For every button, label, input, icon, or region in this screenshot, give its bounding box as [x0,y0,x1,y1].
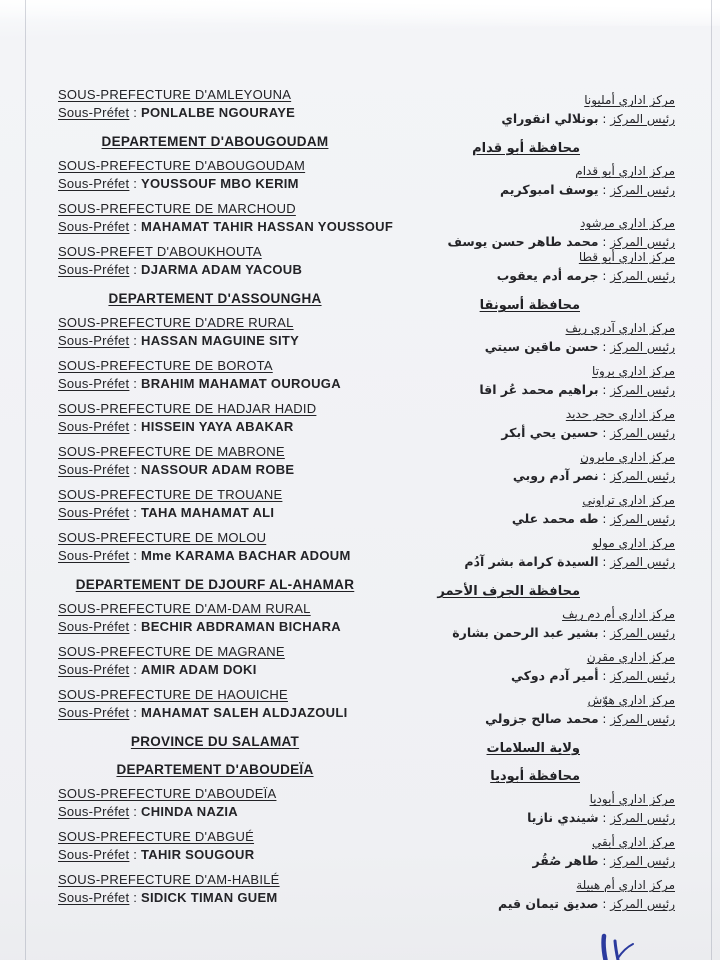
arabic-chief-label: رئيس المركز [610,182,675,197]
subprefecture-entry-row [0,400,720,440]
subprefect-line [58,661,400,679]
subprefecture-title: SOUS-PREFECTURE DE HAOUICHE [58,687,288,702]
colon-separator: : [598,182,611,197]
subprefect-line [58,418,400,436]
subprefect-label: Sous-Préfet [58,375,130,391]
arabic-center-title: مركز اداري أبقي [592,835,675,849]
arabic-center-title: مركز اداري تراوني [582,493,675,507]
subprefect-name: PONLALBE NGOURAYE [141,104,296,120]
subprefect-name: TAHA MAHAMAT ALI [141,504,275,520]
colon-separator: : [598,268,611,283]
arabic-chief-line [400,181,675,200]
arabic-chief-line [400,267,675,286]
arabic-center-title: مركز اداري مولو [592,536,675,550]
arabic-chief-name: صديق تيمان قيم [497,895,599,911]
subprefecture-title: SOUS-PREFECTURE D'AMLEYOUNA [58,87,292,102]
colon-separator: : [129,375,141,391]
subprefect-line [58,461,400,479]
subprefect-name: SIDICK TIMAN GUEM [141,889,278,905]
subprefecture-entry-row [0,686,720,726]
arabic-chief-line [400,424,675,443]
subprefect-name: BECHIR ABDRAMAN BICHARA [141,618,341,634]
arabic-chief-label: رئيس المركز [610,339,675,354]
colon-separator: : [598,511,611,526]
arabic-chief-label: رئيس المركز [610,425,675,440]
subprefect-label: Sous-Préfet [58,418,130,434]
arabic-chief-line [400,553,675,572]
arabic-chief-line [400,809,675,828]
arabic-center-title: مركز اداري مابرون [580,450,675,464]
subprefecture-title: SOUS-PREFECTURE DE MABRONE [58,444,285,459]
colon-separator: : [129,547,141,563]
colon-separator: : [598,896,611,911]
arabic-chief-name: حسن ماقين سيتي [484,338,599,354]
arabic-center-title: مركز اداري بروتا [592,364,675,378]
arabic-chief-line [400,624,675,643]
arabic-chief-label: رئيس المركز [610,711,675,726]
colon-separator: : [598,810,611,825]
subprefecture-entry-row [0,828,720,868]
subprefect-label: Sous-Préfet [58,618,130,634]
subprefect-name: AMIR ADAM DOKI [141,661,257,677]
arabic-center-title: مركز اداري آدري ريف [565,321,675,335]
subprefecture-title: SOUS-PREFECTURE DE MARCHOUD [58,201,296,216]
subprefect-line [58,375,400,393]
arabic-chief-line [400,110,675,129]
province-title-ar: ولاية السلامات [486,741,580,756]
subprefecture-entry-row [0,600,720,640]
subprefect-line [58,889,400,907]
colon-separator: : [129,803,141,819]
arabic-chief-label: رئيس المركز [610,234,675,249]
department-header-row [0,134,720,156]
subprefect-name: TAHIR SOUGOUR [141,846,255,862]
arabic-chief-name: يوسف امبوكريم [499,181,599,197]
colon-separator: : [129,889,141,905]
subprefect-label: Sous-Préfet [58,661,130,677]
subprefect-line [58,704,400,722]
subprefect-name: CHINDA NAZIA [141,803,238,819]
arabic-chief-name: جرمه أدم يعقوب [496,267,599,283]
subprefect-line [58,261,400,279]
arabic-chief-label: رئيس المركز [610,896,675,911]
subprefecture-entry-row [0,314,720,354]
subprefecture-entry-row [0,871,720,911]
pen-mark [590,933,650,960]
arabic-chief-label: رئيس المركز [610,554,675,569]
subprefect-label: Sous-Préfet [58,704,130,720]
department-title-ar: محافظة الجرف الأحمر [437,584,580,599]
subprefect-line [58,175,400,193]
colon-separator: : [129,704,141,720]
colon-separator: : [129,661,141,677]
colon-separator: : [598,111,611,126]
province-header-row [0,734,720,756]
subprefecture-title: SOUS-PREFECTURE D'AM-HABILÉ [58,872,280,887]
subprefect-line [58,846,400,864]
subprefecture-entry-row [0,643,720,683]
arabic-chief-line [400,510,675,529]
subprefect-line [58,218,400,236]
arabic-chief-label: رئيس المركز [610,468,675,483]
subprefecture-entry-row [0,443,720,483]
arabic-center-title: مركز اداري مقرن [586,650,675,664]
arabic-chief-name: شيندي نازيا [527,809,599,825]
subprefecture-title: SOUS-PREFECTURE D'ABOUGOUDAM [58,158,306,173]
colon-separator: : [129,504,141,520]
subprefect-label: Sous-Préfet [58,261,130,277]
subprefecture-title: SOUS-PREFECTURE DE MAGRANE [58,644,285,659]
subprefecture-title: SOUS-PREFECTURE DE TROUANE [58,487,283,502]
subprefect-label: Sous-Préfet [58,547,130,563]
colon-separator: : [598,625,611,640]
subprefecture-entry-row [0,200,720,249]
arabic-chief-name: طه محمد علي [511,510,599,526]
arabic-center-title: مركز اداري مرشود [580,216,675,230]
subprefect-label: Sous-Préfet [58,218,130,234]
subprefecture-title: SOUS-PREFECTURE DE MOLOU [58,530,267,545]
subprefecture-entry-row [0,157,720,197]
department-header-row [0,577,720,599]
subprefect-label: Sous-Préfet [58,889,130,905]
colon-separator: : [598,382,611,397]
department-header-row [0,291,720,313]
subprefect-label: Sous-Préfet [58,175,130,191]
subprefecture-title: SOUS-PREFET D'ABOUKHOUTA [58,244,262,259]
subprefecture-entry-row [0,243,720,283]
arabic-chief-line [400,381,675,400]
arabic-chief-name: محمد صالح جزولي [485,710,599,726]
subprefect-line [58,618,400,636]
subprefecture-title: SOUS-PREFECTURE D'ADRE RURAL [58,315,294,330]
arabic-chief-name: محمد طاهر حسن يوسف [447,233,599,249]
subprefect-name: Mme KARAMA BACHAR ADOUM [141,547,351,563]
arabic-chief-name: طاهر صُقُر [532,852,599,868]
arabic-chief-name: نصر آدم روبي [512,467,599,483]
arabic-center-title: مركز اداري حجر حديد [565,407,675,421]
colon-separator: : [129,104,141,120]
subprefecture-entry-row [0,357,720,397]
arabic-chief-name: أمير آدم دوكي [510,667,599,683]
colon-separator: : [598,234,611,249]
arabic-chief-line [400,667,675,686]
colon-separator: : [129,175,141,191]
department-title-ar: محافظة أبو قدام [472,141,580,156]
subprefect-name: MAHAMAT TAHIR HASSAN YOUSSOUF [141,218,394,234]
arabic-chief-label: رئيس المركز [610,382,675,397]
arabic-chief-line [400,467,675,486]
colon-separator: : [598,468,611,483]
arabic-chief-name: بونلالي انقوراي [501,110,599,126]
department-header-row [0,762,720,784]
arabic-chief-name: بشير عبد الرحمن بشارة [452,624,599,640]
arabic-chief-label: رئيس المركز [610,511,675,526]
subprefect-label: Sous-Préfet [58,461,130,477]
department-title-ar: محافظة أسونقا [479,298,580,313]
arabic-chief-label: رئيس المركز [610,625,675,640]
colon-separator: : [598,668,611,683]
arabic-center-title: مركز اداري أبوديا [589,792,675,806]
subprefecture-title: SOUS-PREFECTURE DE HADJAR HADID [58,401,317,416]
arabic-chief-label: رئيس المركز [610,668,675,683]
colon-separator: : [598,339,611,354]
subprefect-line [58,332,400,350]
colon-separator: : [598,853,611,868]
department-title-ar: محافظة أبوديا [490,769,580,784]
subprefect-name: YOUSSOUF MBO KERIM [141,175,299,191]
colon-separator: : [129,418,141,434]
colon-separator: : [129,846,141,862]
subprefecture-title: SOUS-PREFECTURE D'AM-DAM RURAL [58,601,311,616]
arabic-chief-line [400,710,675,729]
arabic-center-title: مركز اداري أم دم ريف [562,607,675,621]
arabic-chief-line [400,895,675,914]
arabic-chief-name: حسين يحي أبكر [501,424,599,440]
arabic-chief-label: رئيس المركز [610,810,675,825]
subprefect-name: HISSEIN YAYA ABAKAR [141,418,294,434]
arabic-chief-label: رئيس المركز [610,111,675,126]
subprefect-line [58,547,400,565]
subprefect-line [58,803,400,821]
subprefect-name: BRAHIM MAHAMAT OUROUGA [141,375,341,391]
arabic-center-title: مركز اداري أمليونا [584,93,675,107]
colon-separator: : [598,711,611,726]
province-title-fr: PROVINCE DU SALAMAT [130,734,300,749]
subprefect-label: Sous-Préfet [58,332,130,348]
subprefect-label: Sous-Préfet [58,846,130,862]
subprefect-line [58,504,400,522]
department-title-fr: DEPARTEMENT D'ABOUDEÏA [116,762,314,777]
arabic-center-title: مركز اداري أبو قدام [575,164,675,178]
subprefect-label: Sous-Préfet [58,504,130,520]
department-title-fr: DEPARTEMENT D'ABOUGOUDAM [101,134,329,149]
colon-separator: : [598,425,611,440]
department-title-fr: DEPARTEMENT D'ASSOUNGHA [108,291,322,306]
department-title-fr: DEPARTEMENT DE DJOURF AL-AHAMAR [75,577,355,592]
colon-separator: : [129,332,141,348]
subprefect-name: NASSOUR ADAM ROBE [141,461,295,477]
arabic-center-title: مركز اداري أبو قطا [578,250,675,264]
arabic-chief-line [400,852,675,871]
subprefect-label: Sous-Préfet [58,104,130,120]
arabic-chief-label: رئيس المركز [610,853,675,868]
arabic-chief-name: السيدة كرامة بشر آدُم [464,553,599,569]
arabic-chief-line [400,338,675,357]
subprefect-line [58,104,400,122]
subprefect-name: MAHAMAT SALEH ALDJAZOULI [141,704,348,720]
subprefecture-entry-row [0,86,720,126]
colon-separator: : [129,218,141,234]
subprefecture-entry-row [0,486,720,526]
colon-separator: : [129,461,141,477]
subprefecture-title: SOUS-PREFECTURE D'ABGUÉ [58,829,255,844]
colon-separator: : [129,618,141,634]
subprefect-name: DJARMA ADAM YACOUB [141,261,303,277]
colon-separator: : [598,554,611,569]
arabic-chief-name: براهيم محمد عُر اقا [479,381,599,397]
arabic-chief-label: رئيس المركز [610,268,675,283]
subprefecture-entry-row [0,529,720,569]
colon-separator: : [129,261,141,277]
subprefect-label: Sous-Préfet [58,803,130,819]
arabic-center-title: مركز اداري أم هبيلة [576,878,675,892]
subprefect-name: HASSAN MAGUINE SITY [141,332,300,348]
subprefecture-entry-row [0,785,720,825]
arabic-center-title: مركز اداري هوّش [587,693,675,707]
subprefecture-title: SOUS-PREFECTURE D'ABOUDEÏA [58,786,277,801]
subprefecture-title: SOUS-PREFECTURE DE BOROTA [58,358,273,373]
